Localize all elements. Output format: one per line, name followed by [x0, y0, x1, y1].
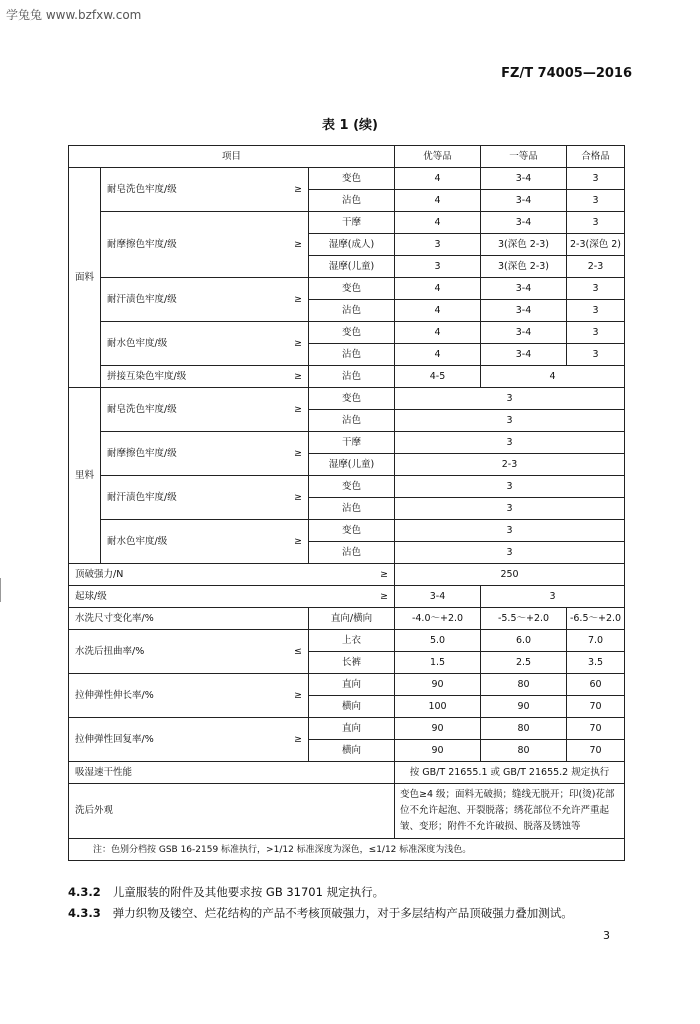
row-label: 耐汗渍色牢度/级 [101, 278, 265, 322]
ge-symbol: ≥ [309, 564, 395, 586]
sub-label: 上衣 [309, 630, 395, 652]
cell: 80 [481, 740, 567, 762]
cell: 4-5 [395, 366, 481, 388]
watermark: 学兔兔 www.bzfxw.com [6, 8, 142, 22]
header-grade-qualified: 合格品 [567, 146, 625, 168]
sub-label: 变色 [309, 168, 395, 190]
cell: 2-3 [567, 256, 625, 278]
table-row [69, 476, 625, 498]
table-row [69, 718, 625, 740]
table-row [69, 168, 625, 190]
cell: 3-4 [481, 278, 567, 300]
cell: 2.5 [481, 652, 567, 674]
row-label: 水洗后扭曲率/% [69, 630, 265, 674]
table-row [69, 674, 625, 696]
sub-label: 直向/横向 [309, 608, 395, 630]
cell: 4 [481, 366, 625, 388]
cell: 3 [395, 498, 625, 520]
ge-symbol: ≥ [265, 212, 309, 278]
cell: 3-4 [395, 586, 481, 608]
cell: 4 [395, 344, 481, 366]
table-row [69, 839, 625, 861]
cell: 3 [567, 212, 625, 234]
header-grade-first: 一等品 [481, 146, 567, 168]
cell: 7.0 [567, 630, 625, 652]
row-label: 耐摩擦色牢度/级 [101, 432, 265, 476]
sub-label: 横向 [309, 740, 395, 762]
row-label: 耐水色牢度/级 [101, 322, 265, 366]
cell: -6.5～+2.0 [567, 608, 625, 630]
ge-symbol: ≥ [265, 520, 309, 564]
cell: 5.0 [395, 630, 481, 652]
cell: 按 GB/T 21655.1 或 GB/T 21655.2 规定执行 [395, 762, 625, 784]
sub-label: 沾色 [309, 410, 395, 432]
sub-label: 横向 [309, 696, 395, 718]
cell: 3 [395, 256, 481, 278]
sub-label: 沾色 [309, 366, 395, 388]
cell: 80 [481, 674, 567, 696]
table-row [69, 520, 625, 542]
clause-text: 儿童服装的附件及其他要求按 GB 31701 规定执行。 [112, 885, 385, 899]
ge-symbol: ≥ [265, 432, 309, 476]
cell: 60 [567, 674, 625, 696]
cell: 4 [395, 190, 481, 212]
cell: 70 [567, 696, 625, 718]
cell: 3(深色 2-3) [481, 256, 567, 278]
header-grade-superior: 优等品 [395, 146, 481, 168]
group-lining: 里料 [69, 388, 101, 564]
table-row [69, 608, 625, 630]
table-row [69, 762, 625, 784]
row-label: 耐汗渍色牢度/级 [101, 476, 265, 520]
cell: 4 [395, 322, 481, 344]
sub-label: 湿摩(儿童) [309, 256, 395, 278]
table-caption: 表 1 (续) [322, 118, 378, 133]
cell: 4 [395, 168, 481, 190]
row-label: 耐皂洗色牢度/级 [101, 388, 265, 432]
cell: -4.0～+2.0 [395, 608, 481, 630]
row-label: 耐水色牢度/级 [101, 520, 265, 564]
quality-table [68, 145, 625, 861]
table-header-row [69, 146, 625, 168]
sub-label: 干摩 [309, 432, 395, 454]
row-label: 拉伸弹性伸长率/% [69, 674, 265, 718]
row-label: 起球/级 [69, 586, 309, 608]
cell: 90 [481, 696, 567, 718]
cell: 3 [395, 234, 481, 256]
ge-symbol: ≥ [265, 366, 309, 388]
clause-number: 4.3.2 [68, 885, 101, 899]
sub-label: 干摩 [309, 212, 395, 234]
row-label: 拼接互染色牢度/级 [101, 366, 265, 388]
cell: 3 [567, 322, 625, 344]
cell: 6.0 [481, 630, 567, 652]
standard-number: FZ/T 74005—2016 [501, 66, 632, 81]
row-label: 吸湿速干性能 [69, 762, 395, 784]
ge-symbol: ≥ [265, 674, 309, 718]
cell: 3 [567, 190, 625, 212]
cell: 4 [395, 278, 481, 300]
table-row [69, 586, 625, 608]
sub-label: 沾色 [309, 190, 395, 212]
row-label: 水洗尺寸变化率/% [69, 608, 309, 630]
table-row [69, 322, 625, 344]
sub-label: 变色 [309, 476, 395, 498]
header-item: 项目 [69, 146, 395, 168]
cell: 100 [395, 696, 481, 718]
cell: 3-4 [481, 300, 567, 322]
cell: 3-4 [481, 344, 567, 366]
sub-label: 长裤 [309, 652, 395, 674]
cell: 3 [481, 586, 625, 608]
cell: 3 [395, 542, 625, 564]
cell: 3-4 [481, 212, 567, 234]
sub-label: 直向 [309, 674, 395, 696]
ge-symbol: ≥ [309, 586, 395, 608]
cell: 3-4 [481, 168, 567, 190]
cell: 90 [395, 718, 481, 740]
clause-number: 4.3.3 [68, 906, 101, 920]
table-row [69, 564, 625, 586]
table-row [69, 784, 625, 839]
page-number: 3 [603, 929, 610, 942]
group-fabric: 面料 [69, 168, 101, 388]
ge-symbol: ≥ [265, 278, 309, 322]
table-note: 注：色别分档按 GSB 16-2159 标准执行，>1/12 标准深度为深色，≤1/12 标准深度为浅色。 [69, 839, 625, 861]
table-row [69, 212, 625, 234]
sub-label: 变色 [309, 322, 395, 344]
cell: 2-3(深色 2) [567, 234, 625, 256]
margin-mark [0, 578, 1, 602]
sub-label: 沾色 [309, 300, 395, 322]
sub-label: 湿摩(成人) [309, 234, 395, 256]
sub-label: 变色 [309, 388, 395, 410]
cell: 4 [395, 300, 481, 322]
appearance-requirements: 变色≥4 级；面料无破损；缝线无脱开；印(烫)花部位不允许起泡、开裂脱落；绣花部位不允许严重起皱、变形；附件不允许破损、脱落及锈蚀等 [395, 784, 625, 839]
cell: 80 [481, 718, 567, 740]
table-row [69, 278, 625, 300]
sub-label: 湿摩(儿童) [309, 454, 395, 476]
row-label: 耐皂洗色牢度/级 [101, 168, 265, 212]
table-row [69, 388, 625, 410]
row-label: 顶破强力/N [69, 564, 309, 586]
row-label: 拉伸弹性回复率/% [69, 718, 265, 762]
cell: 3 [395, 410, 625, 432]
cell: 3 [395, 476, 625, 498]
ge-symbol: ≥ [265, 322, 309, 366]
cell: 250 [395, 564, 625, 586]
row-label: 洗后外观 [69, 784, 395, 839]
cell: 3 [395, 520, 625, 542]
cell: -5.5～+2.0 [481, 608, 567, 630]
cell: 3.5 [567, 652, 625, 674]
cell: 3 [567, 300, 625, 322]
sub-label: 变色 [309, 520, 395, 542]
cell: 3 [395, 432, 625, 454]
cell: 3(深色 2-3) [481, 234, 567, 256]
table-row [69, 366, 625, 388]
cell: 3 [567, 344, 625, 366]
sub-label: 沾色 [309, 542, 395, 564]
sub-label: 直向 [309, 718, 395, 740]
cell: 90 [395, 740, 481, 762]
cell: 3-4 [481, 190, 567, 212]
cell: 2-3 [395, 454, 625, 476]
clause-text: 弹力织物及镂空、烂花结构的产品不考核顶破强力，对于多层结构产品顶破强力叠加测试。 [112, 906, 573, 920]
ge-symbol: ≥ [265, 476, 309, 520]
ge-symbol: ≥ [265, 388, 309, 432]
cell: 3 [567, 168, 625, 190]
le-symbol: ≤ [265, 630, 309, 674]
cell: 1.5 [395, 652, 481, 674]
row-label: 耐摩擦色牢度/级 [101, 212, 265, 278]
cell: 4 [395, 212, 481, 234]
cell: 90 [395, 674, 481, 696]
cell: 70 [567, 718, 625, 740]
table-row [69, 432, 625, 454]
ge-symbol: ≥ [265, 718, 309, 762]
sub-label: 变色 [309, 278, 395, 300]
table-row [69, 630, 625, 652]
cell: 3-4 [481, 322, 567, 344]
sub-label: 沾色 [309, 498, 395, 520]
cell: 3 [567, 278, 625, 300]
cell: 3 [395, 388, 625, 410]
clause-4-3-2 [68, 884, 384, 900]
ge-symbol: ≥ [265, 168, 309, 212]
sub-label: 沾色 [309, 344, 395, 366]
cell: 70 [567, 740, 625, 762]
clause-4-3-3 [68, 905, 573, 921]
